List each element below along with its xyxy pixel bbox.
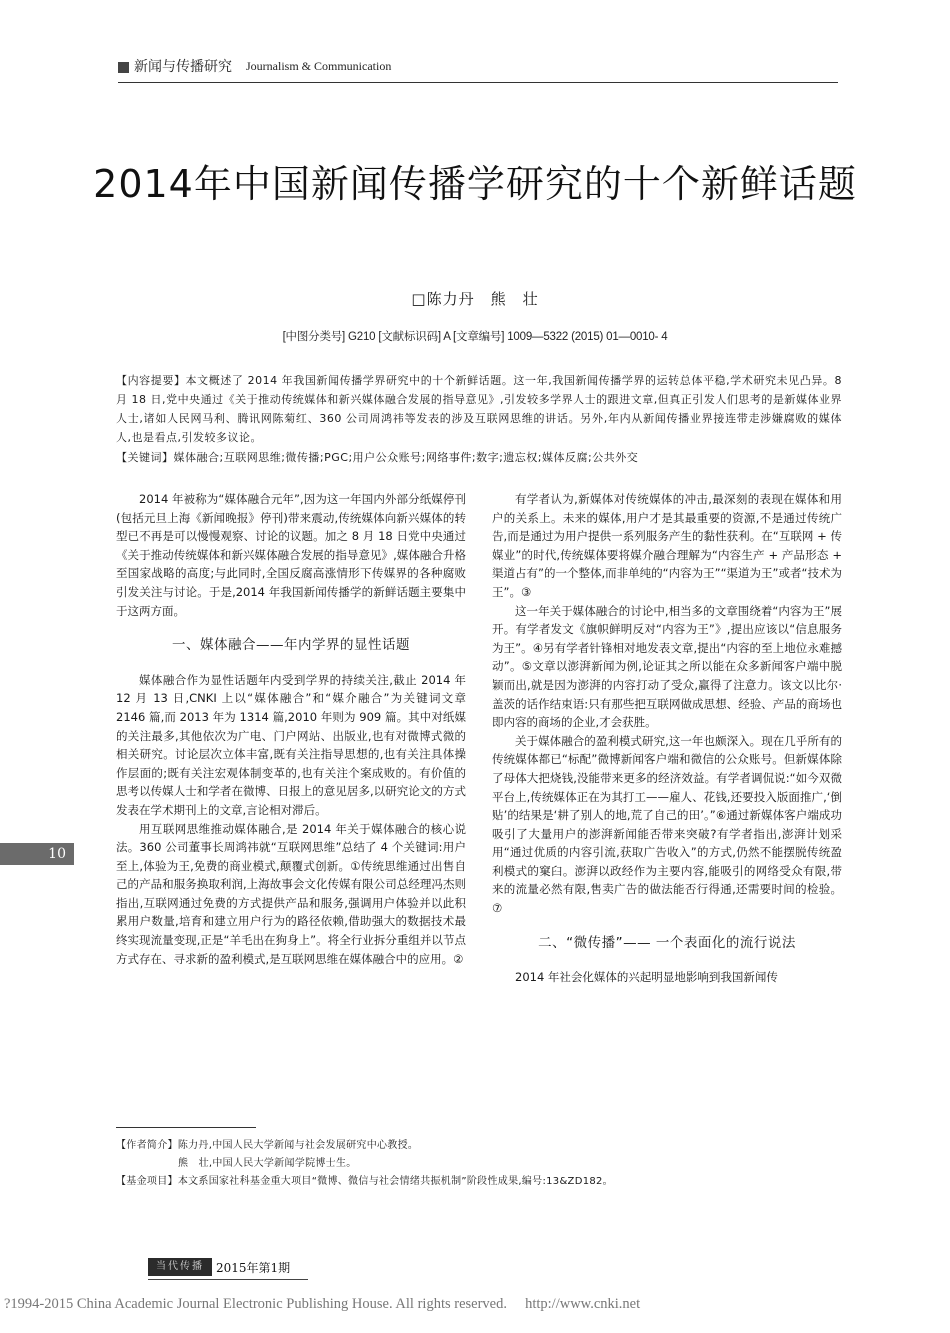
section-title-en: Journalism & Communication <box>246 59 392 73</box>
footnote-rule <box>116 1127 256 1128</box>
author-note-text: 陈力丹,中国人民大学新闻与社会发展研究中心教授。 <box>177 1140 419 1151</box>
footer-rule <box>148 1279 308 1280</box>
paragraph: 用互联网思维推动媒体融合,是 2014 年关于媒体融合的核心说法。360 公司董事长周鸿祎就“互联网思维”总结了 4 个关键词:用户至上,体验为王,免费的商业模式,颠覆式创新。①传统思维通过出售自己的产品和服务换取利润,上海故事会文化传媒有限公司总经理冯杰则指出,互联网通过免费的方式提供产品和服务,强调用户体验并以此积累用户数量,培育和建立用户行为的路径依赖,借助强大的数据技术最终实现流量变现,正是“羊毛出在狗身上”。将全行业拆分重组并以节点方式存在、寻求新的盈利模式,是互联网思维在媒体融合中的应用。② <box>116 821 466 966</box>
header-rule <box>118 82 838 83</box>
article-title: 2014年中国新闻传播学研究的十个新鲜话题 <box>93 162 857 206</box>
authors: □陈力丹 熊 壮 <box>411 290 539 308</box>
fund-note-label: 【基金项目】 <box>116 1176 178 1187</box>
paragraph: 这一年关于媒体融合的讨论中,相当多的文章围绕着“内容为王”展开。有学者发文《旗帜鲜明反对“内容为王”》,提出应该以“信息服务为王”。④另有学者针锋相对地发表文章,提出“内容的至上地位永难撼动”。⑤文章以澎湃新闻为例,论证其之所以能在众多新闻客户端中脱颖而出,就是因为澎湃的内容打动了受众,赢得了注意力。该文以比尔·盖茨的话作结束语:只有那些把互联网做成思想、经验、产品的商场也即内容的商场的企业,才会获胜。 <box>492 603 842 730</box>
journal-logo: 当代传播 <box>148 1258 212 1276</box>
copyright-line: ?1994-2015 China Academic Journal Electronic Publishing House. All rights reserved. http://www.cnki.net <box>4 1296 641 1312</box>
fund-note-text: 本文系国家社科基金重大项目“微博、微信与社会情绪共振机制”阶段性成果,编号:13&ZD182。 <box>177 1176 613 1187</box>
fund-note <box>116 1173 842 1191</box>
paragraph: 2014 年社会化媒体的兴起明显地影响到我国新闻传 <box>515 970 778 985</box>
keywords-text: 媒体融合;互联网思维;微传播;PGC;用户公众账号;网络事件;数字;遗忘权;媒体反腐;公共外交 <box>173 451 639 464</box>
classification-codes: [中图分类号] G210 [文献标识码] A [文章编号] 1009—5322 (2015) 01—0010- 4 <box>282 331 668 343</box>
paragraph: 2014 年被称为“媒体融合元年”,因为这一年国内外部分纸媒停刊(包括元旦上海《新闻晚报》停刊)带来震动,传统媒体向新兴媒体的转型已不再是可以慢慢观察、讨论的议题。加之 8 月 18 日党中央通过《关于推动传统媒体和新兴媒体融合发展的指导意见》,媒体融合升格至国家战略的高度;与此同时,全国反腐高涨情形下传媒界的各种腐败引发关注与讨论。于是,2014 年我国新闻传播学的新鲜话题主要集中于这两方面。 <box>116 492 466 618</box>
abstract-text: 本文概述了 2014 年我国新闻传播学界研究中的十个新鲜话题。这一年,我国新闻传播学界的运转总体平稳,学术研究未见凸异。8 月 18 日,党中央通过《关于推动传统媒体和新兴媒体融合发展的指导意见》,引发较多学界人士的跟进文章,但真正引发人们思考的是新媒体业界人士,诸如人民网马利、腾讯网陈菊红、360 公司周鸿祎等发表的涉及互联网思维的讲话。另外,年内从新闻传播业界接连带走涉嫌腐败的媒体人,也是看点,引发较多议论。 <box>116 374 843 444</box>
section-heading-1: 一、媒体融合——年内学界的显性话题 <box>172 637 410 654</box>
paragraph: 有学者认为,新媒体对传统媒体的冲击,最深刻的表现在媒体和用户的关系上。未来的媒体,用户才是其最重要的资源,不是通过传统广告,而是通过为用户提供一系列服务产生的黏性获利。在“互联网 + 传媒业”的时代,传统媒体要将媒介融合理解为“内容生产 + 产品形态 + 渠道占有”的一个整体,而非单纯的“内容为王”“渠道为王”或者“技术为王”。③ <box>492 492 842 599</box>
issue-label: 2015年第1期 <box>216 1260 291 1275</box>
author-note-1 <box>116 1137 842 1155</box>
left-column <box>116 490 466 968</box>
author-note-2: 熊 壮,中国人民大学新闻学院博士生。 <box>178 1158 357 1169</box>
keywords-label: 【关键词】 <box>116 451 174 464</box>
footnotes <box>116 1137 842 1191</box>
section-title-cn: 新闻与传播研究 <box>134 59 232 75</box>
section-heading-2: 二、“微传播”—— 一个表面化的流行说法 <box>538 934 796 951</box>
journal-issue-badge <box>148 1257 290 1277</box>
running-head <box>118 54 838 84</box>
page-number: 10 <box>0 843 74 865</box>
paragraph: 媒体融合作为显性话题年内受到学界的持续关注,截止 2014 年 12 月 13 日,CNKI 上以“媒体融合”和“媒介融合”为关键词文章 2146 篇,而 2013 年为 1314 篇,2010 年则为 909 篇。其中对纸媒的关注最多,其他依次为广电、门户网站、出版业,也有对微博式微的相关研究。讨论层次立体丰富,既有关注指导思想的,也有关注具体操作层面的;既有关注宏观体制变革的,也有关注个案成败的。有价值的思考以传媒人士和学者在微博、日报上的意见居多,以研究论文的方式发表在学术期刊上的文章,言论相对滞后。 <box>116 672 466 817</box>
abstract <box>116 371 842 447</box>
abstract-label: 【内容提要】 <box>116 374 186 387</box>
author-note-label: 【作者简介】 <box>116 1140 178 1151</box>
section-marker-icon <box>118 62 129 73</box>
paragraph: 关于媒体融合的盈利模式研究,这一年也颇深入。现在几乎所有的传统媒体都已“标配”微博新闻客户端和微信的公众账号。但新媒体除了母体大把烧钱,没能带来更多的经济效益。有学者调侃说:“如今双微平台上,传统媒体正在为其打工——雇人、花钱,还要投入版面推广,‘倒贴’的结果是‘耕了别人的地,荒了自己的田’。”⑥通过新媒体客户端成功吸引了大量用户的澎湃新闻能否带来突破?有学者指出,澎湃计划采用“通过优质的内容引流,获取广告收入”的方式,仍然不能摆脱传统盈利模式的窠臼。澎湃以政经作为主要内容,能吸引的网络受众有限,带来的流量必然有限,售卖广告的做法能否行得通,还需要时间的检验。⑦ <box>492 733 842 916</box>
keywords <box>116 448 842 467</box>
right-column <box>492 490 842 987</box>
